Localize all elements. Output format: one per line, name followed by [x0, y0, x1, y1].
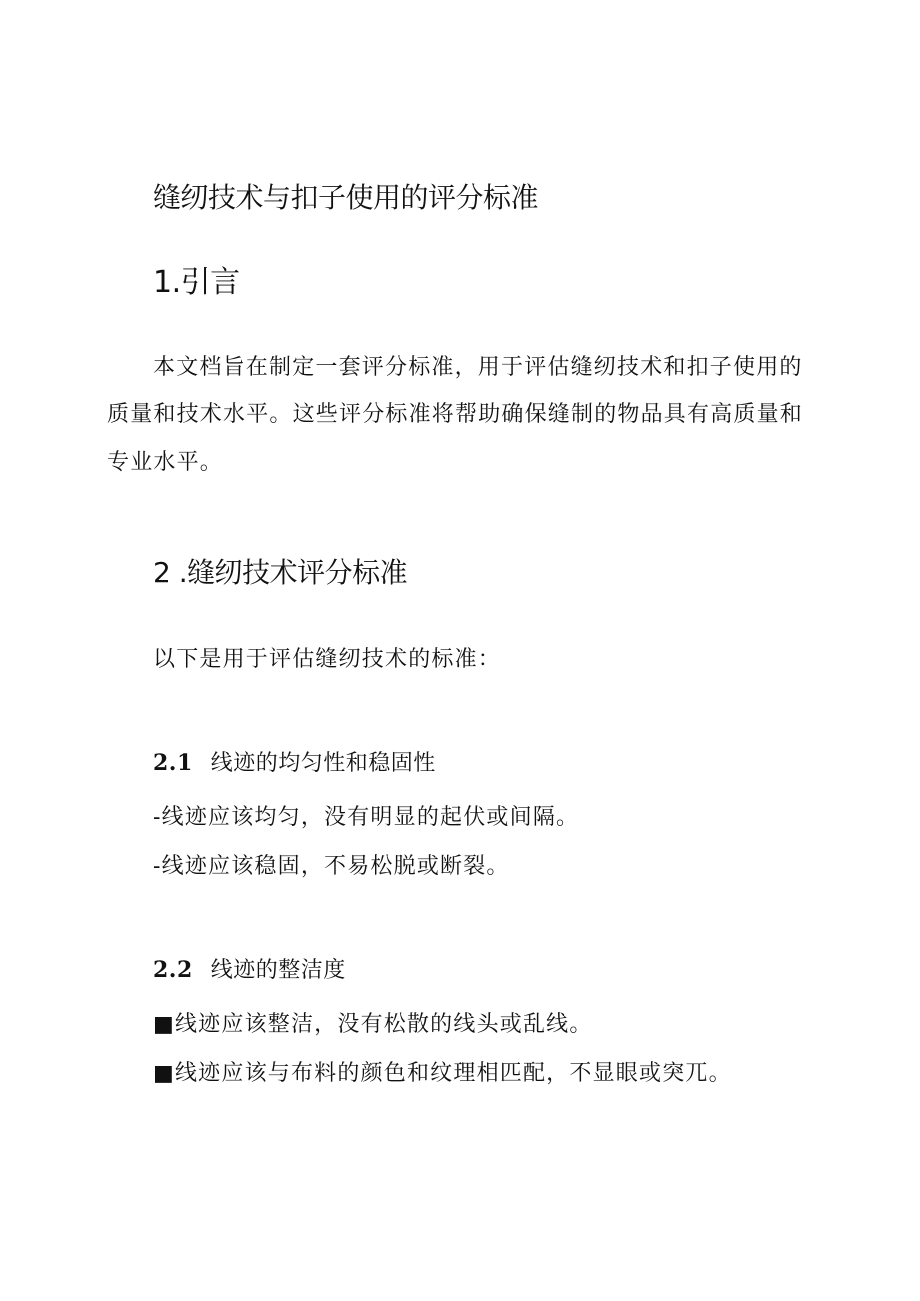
list-item: ■线迹应该与布料的颜色和纹理相匹配，不显眼或突兀。: [153, 1061, 732, 1086]
section-1-paragraph-line-3: 专业水平。: [107, 450, 224, 475]
subsection-2-1-heading: [153, 746, 436, 777]
subsection-number: 2.1: [153, 750, 193, 776]
list-item: -线迹应该稳固，不易松脱或断裂。: [153, 854, 510, 879]
subsection-number: 2.2: [153, 957, 193, 983]
list-item: -线迹应该均匀，没有明显的起伏或间隔。: [153, 805, 580, 830]
list-item: ■线迹应该整洁，没有松散的线头或乱线。: [153, 1012, 593, 1037]
section-2-heading: 2 .缝纫技术评分标准: [153, 556, 408, 589]
section-1-paragraph-line-2: 质量和技术水平。这些评分标准将帮助确保缝制的物品具有高质量和: [107, 402, 804, 427]
section-1-paragraph-line-1: 本文档旨在制定一套评分标准，用于评估缝纫技术和扣子使用的: [153, 355, 803, 380]
section-1-heading: 1.引言: [153, 265, 240, 300]
document-title: 缝纫技术与扣子使用的评分标准: [153, 181, 539, 214]
section-2-intro: 以下是用于评估缝纫技术的标准：: [153, 647, 502, 672]
subsection-2-2-heading: [153, 953, 346, 984]
subsection-title: 线迹的均匀性和稳固性: [210, 751, 436, 776]
subsection-title: 线迹的整洁度: [210, 958, 346, 983]
